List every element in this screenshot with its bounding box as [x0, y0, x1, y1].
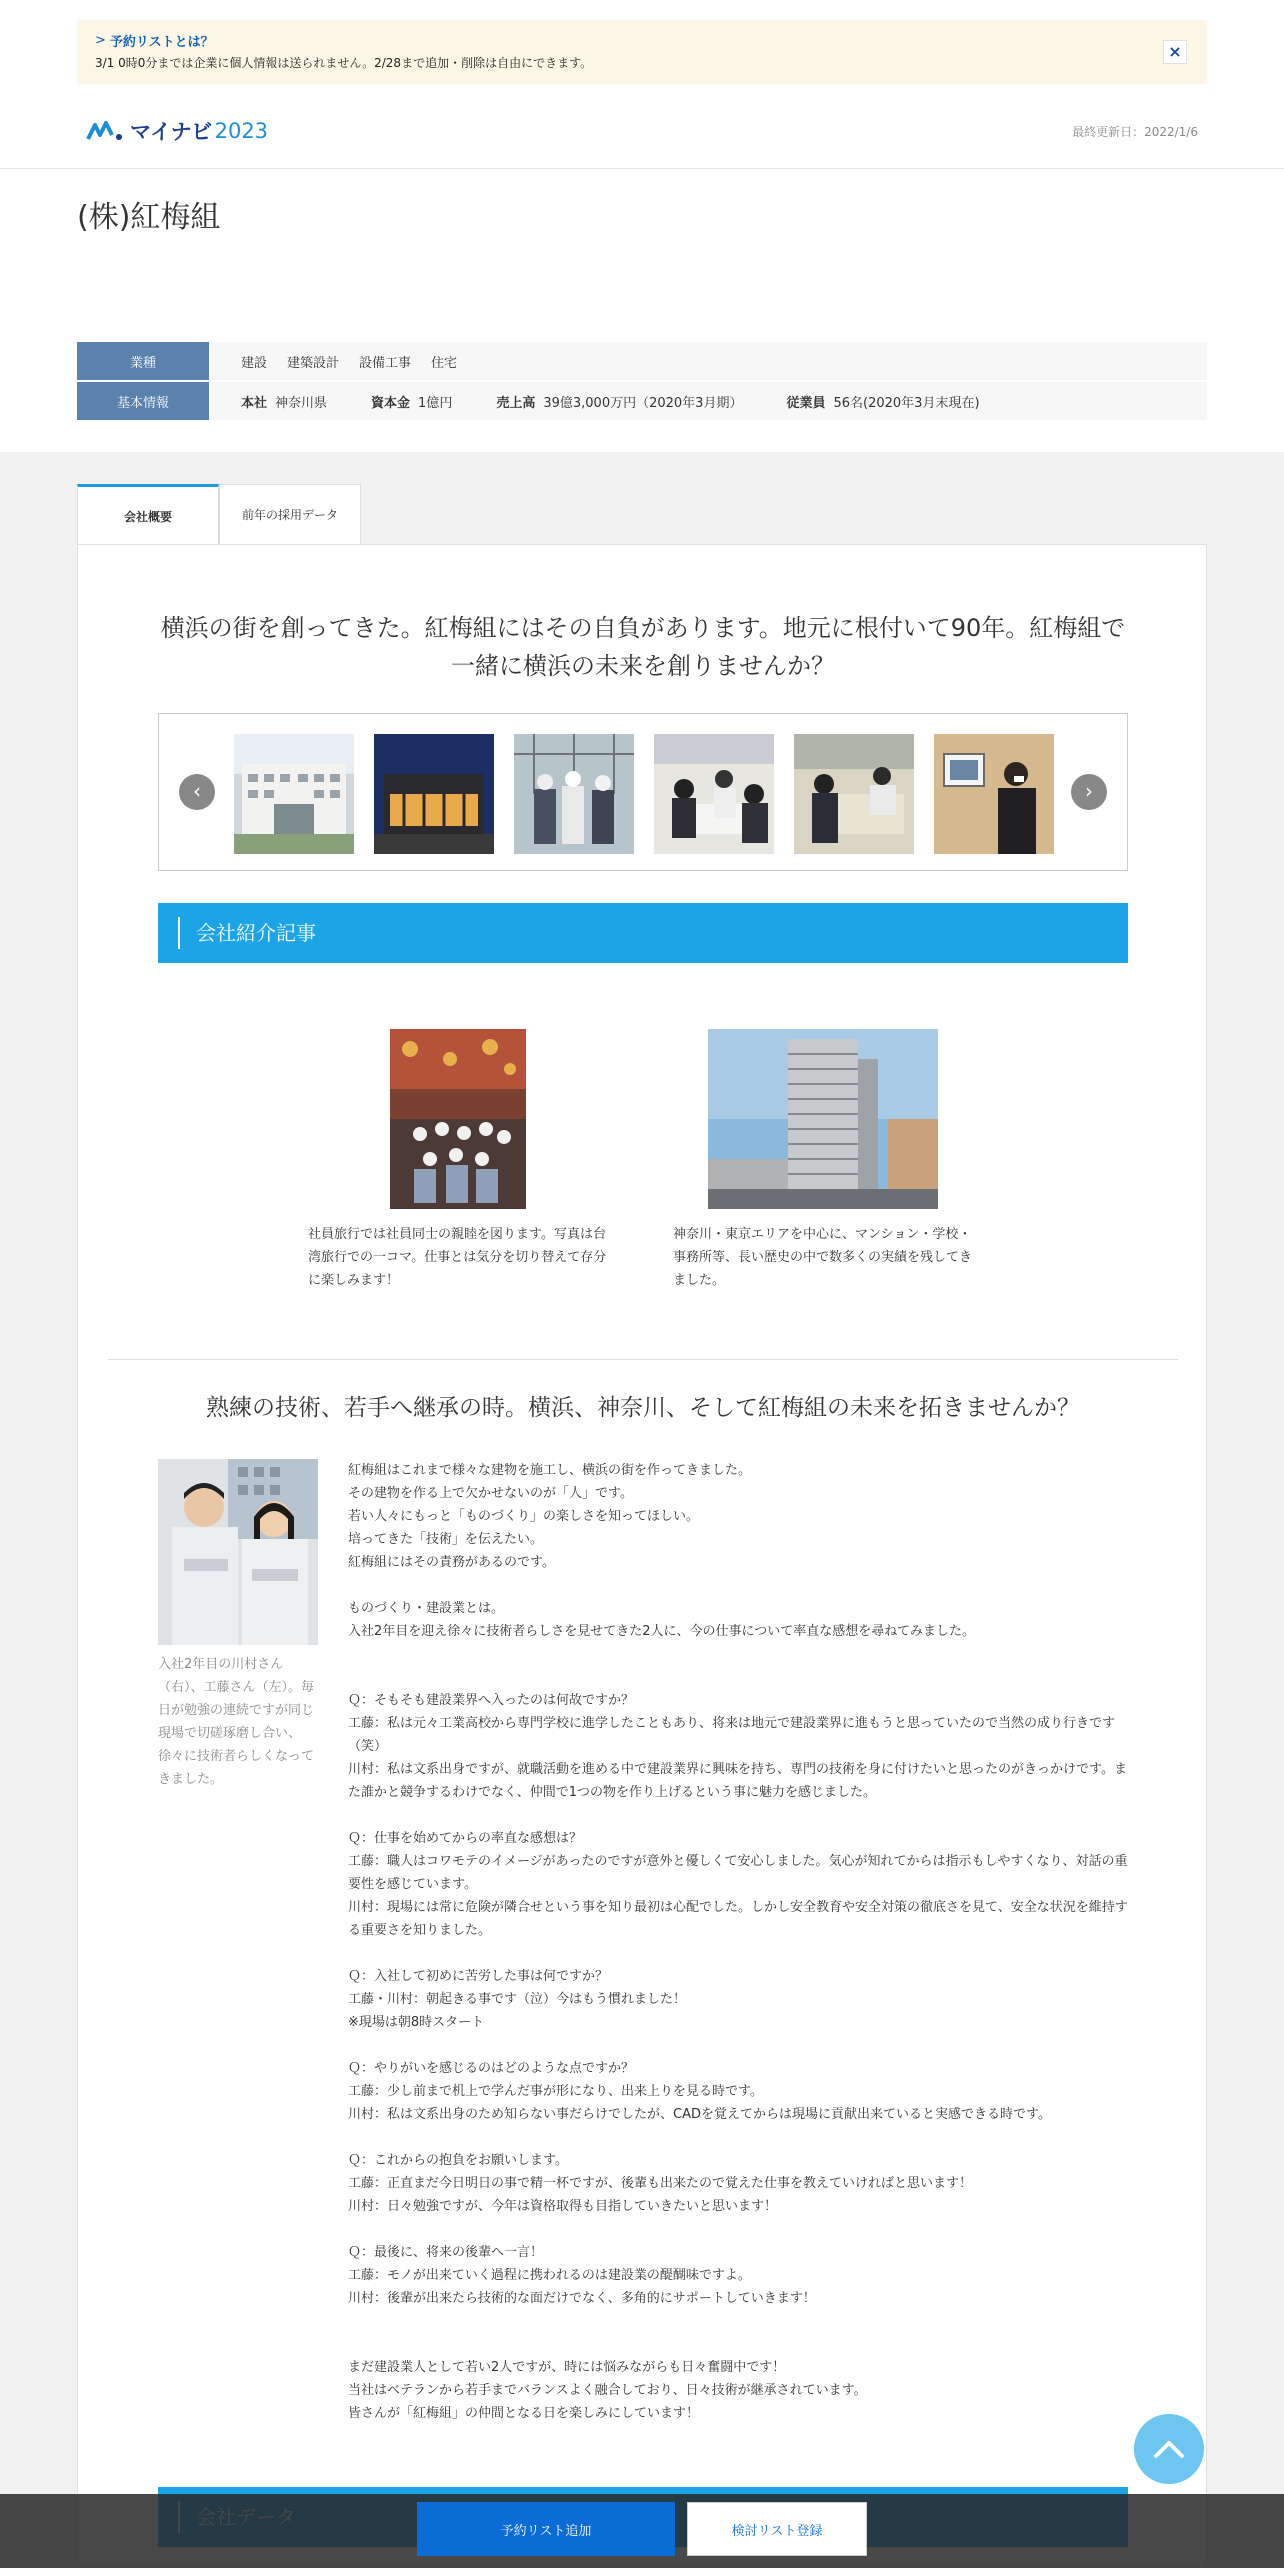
article-caption: 神奈川・東京エリアを中心に、マンション・学校・事務所等、長い歴史の中で数多くの実績を残してきました。 — [673, 1227, 973, 1288]
notice-text: 3/1 0時0分までは企業に個人情報は送られません。2/28まで追加・削除は自由にできます。 — [95, 56, 593, 70]
articles-section-header — [158, 903, 1128, 963]
gallery-photo-meeting[interactable] — [654, 734, 774, 854]
sales-value: 39億3,000万円（2020年3月期） — [543, 395, 743, 411]
chevron-right-icon: > — [95, 33, 106, 48]
interview-body: 紅梅組はこれまで様々な建物を施工し、横浜の街を作ってきました。 その建物を作る上で欠かせないのが「人」です。 若い人々にもっと「ものづくり」の楽しさを知ってほしい。 培ってきた「技術」を伝えたい。 紅梅組にはその責務があるのです。 ものづくり・建設業とは。 入社2年目を迎え徐々に技術者らしさを見せてきた2人に、今の仕事について率直な感想を尋ねてみました。 Ｑ：そもそも建設業界へ入ったのは何故ですか？ 工藤：私は元々工業高校から専門学校に進学したこともあり、将来は地元で建設業界に進もうと思っていたので当然の成り行きです（笑） 川村：私は文系出身ですが、就職活動を進める中で建設業界に興味を持ち、専門の技術を身に付けたいと思ったのがきっかけです。また誰かと競争するわけでなく、仲間で1つの物を作り上げるという事に魅力を感じました。 Ｑ：仕事を始めてからの率直な感想は？ 工藤：職人はコワモテのイメージがあったのですが意外と優しくて安心しました。気心が知れてからは指示もしやすくなり、対話の重要性を感じています。 川村：現場には常に危険が隣合せという事を知り最初は心配でした。しかし安全教育や安全対策の徹底さを見て、安全な状況を維持する重要さを知りました。 Ｑ：入社して初めに苦労した事は何ですか？ 工藤・川村：朝起きる事です（泣）今はもう慣れました！ ※現場は朝8時スタート Ｑ：やりがいを感じるのはどのような点ですか？ 工藤：少し前まで机上で学んだ事が形になり、出来上りを見る時です。 川村：私は文系出身のため知らない事だらけでしたが、CADを覚えてからは現場に貢献出来ていると実感できる時です。 Ｑ：これからの抱負をお願いします。 工藤：正直まだ今日明日の事で精一杯ですが、後輩も出来たので覚えた仕事を教えていければと思います！ 川村：日々勉強ですが、今年は資格取得も目指していきたいと思います！ Ｑ：最後に、将来の後輩へ一言！ 工藤：モノが出来ていく過程に携われるのは建設業の醍醐味ですよ。 川村：後輩が出来たら技術的な面だけでなく、多角的にサポートしていきます！ まだ建設業人として若い2人ですが、時には悩みながらも日々奮闘中です！ 当社はベテランから若手までバランスよく融合しており、日々技術が継承されています。 皆さんが「紅梅組」の仲間となる日を楽しみにしています！ — [348, 1463, 1128, 2421]
page-top — [0, 0, 1284, 452]
bottom-action-bar — [0, 2494, 1284, 2568]
industry-values — [209, 352, 457, 371]
article-photo-apartment-tower — [708, 1029, 938, 1209]
company-info-table — [77, 342, 1207, 422]
basic-info-values — [209, 392, 1004, 411]
industry-item: 設備工事 — [359, 355, 412, 371]
gallery-photo-office-staff[interactable] — [934, 734, 1054, 854]
employees-info — [786, 392, 979, 411]
article-card[interactable] — [308, 1029, 608, 1292]
last-updated: 最終更新日：2022/1/6 — [1072, 125, 1198, 139]
capital-value: 1億円 — [418, 395, 453, 411]
gallery-photo-site-workers[interactable] — [514, 734, 634, 854]
basic-info-label: 基本情報 — [77, 382, 209, 420]
close-icon[interactable]: × — [1163, 40, 1187, 64]
section-divider — [108, 1359, 1178, 1360]
industry-item: 住宅 — [431, 355, 458, 371]
capital-key: 資本金 — [371, 395, 411, 411]
company-name: (株)紅梅組 — [77, 200, 221, 235]
portrait-caption: 入社2年目の川村さん（右）、工藤さん（左）。毎日が勉強の連続ですが同じ現場で切磋琢磨し合い、徐々に技術者らしくなってきました。 — [158, 1657, 315, 1787]
tab-overview[interactable]: 会社概要 — [77, 484, 219, 545]
basic-info-row — [77, 382, 1207, 420]
employees-portrait-photo — [158, 1459, 318, 1645]
gallery-next-button[interactable]: › — [1071, 774, 1107, 810]
employees-value: 56名(2020年3月末現在) — [833, 395, 980, 411]
logo-year: 2023 — [214, 119, 269, 143]
article-card[interactable] — [673, 1029, 973, 1292]
mynavi-logo-icon — [86, 119, 128, 143]
catch-copy: 横浜の街を創ってきた。紅梅組にはその自負があります。地元に根付いて90年。紅梅組で一緒に横浜の未来を創りませんか？ — [160, 614, 1126, 680]
photo-gallery — [158, 713, 1128, 871]
add-to-reservation-list-button[interactable]: 予約リスト追加 — [417, 2502, 675, 2556]
notice-title: 予約リストとは？ — [109, 35, 214, 50]
section-bar — [178, 917, 180, 949]
notice-banner — [77, 20, 1207, 84]
notice-title-link[interactable] — [95, 31, 214, 50]
industry-label: 業種 — [77, 342, 209, 380]
header-divider — [0, 168, 1284, 169]
scroll-to-top-button[interactable] — [1134, 2414, 1204, 2484]
sales-key: 売上高 — [496, 395, 536, 411]
industry-item: 建設 — [241, 355, 268, 371]
hq-value: 神奈川県 — [275, 395, 328, 411]
gallery-photo-building-courtyard[interactable] — [234, 734, 354, 854]
logo-text: マイナビ — [130, 120, 212, 144]
hq-info — [241, 392, 327, 411]
interview-heading: 熟練の技術、若手へ継承の時。横浜、神奈川、そして紅梅組の未来を拓きませんか？ — [206, 1395, 1080, 1421]
articles-section-title: 会社紹介記事 — [196, 921, 316, 945]
gallery-photo-building-night[interactable] — [374, 734, 494, 854]
industry-item: 建築設計 — [287, 355, 340, 371]
article-caption: 社員旅行では社員同士の親睦を図ります。写真は台湾旅行での一コマ。仕事とは気分を切り替えて存分に楽しみます！ — [308, 1227, 607, 1288]
logo[interactable] — [86, 116, 268, 146]
register-consideration-list-button[interactable]: 検討リスト登録 — [687, 2502, 867, 2556]
capital-info — [371, 392, 452, 411]
gallery-photo-office-desk[interactable] — [794, 734, 914, 854]
employees-key: 従業員 — [786, 395, 826, 411]
overview-panel — [77, 544, 1207, 2568]
content-tabs — [77, 484, 361, 545]
industry-row — [77, 342, 1207, 380]
chevron-up-icon — [1134, 2414, 1204, 2484]
sales-info — [496, 392, 742, 411]
tab-recruit-data[interactable]: 前年の採用データ — [219, 484, 361, 544]
hq-key: 本社 — [241, 395, 268, 411]
gallery-prev-button[interactable]: ‹ — [179, 774, 215, 810]
article-photo-company-trip — [390, 1029, 526, 1209]
